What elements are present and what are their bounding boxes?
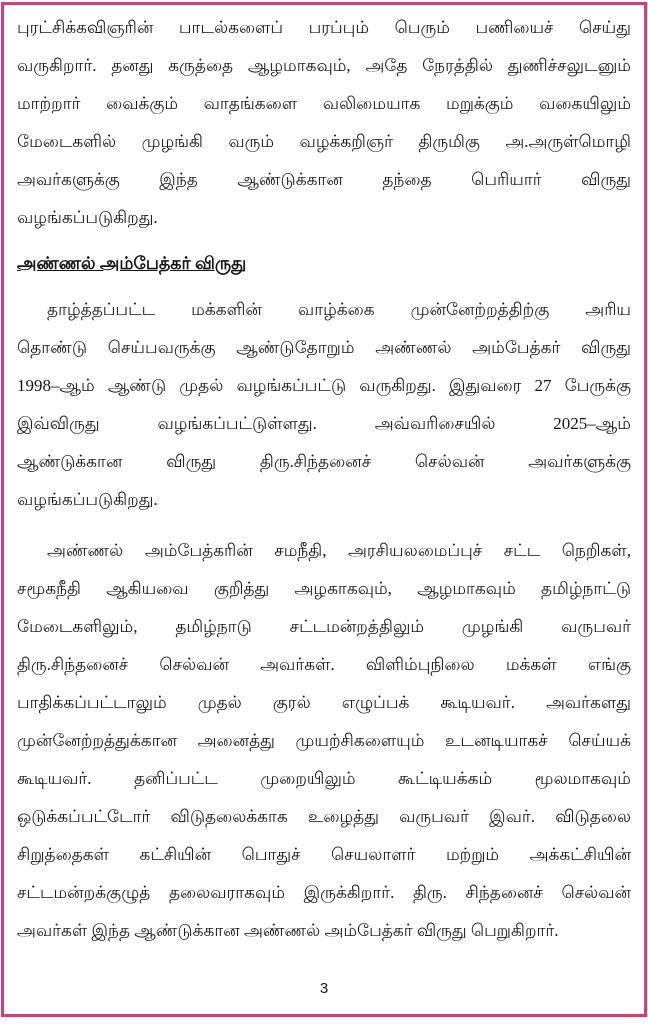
intro-paragraph (17, 9, 631, 237)
section-heading: அண்ணல் அம்பேத்கர் விருது (17, 253, 247, 273)
text-line: ஆண்டுக்கான விருது திரு.சிந்தனைச் செல்வன் அவர்களுக்கு (17, 452, 631, 471)
text-line: அவர்கள் இந்த ஆண்டுக்கான அண்ணல் அம்பேத்கர் விருது பெறுகிறார். (17, 921, 559, 940)
page-border (1, 2, 647, 1017)
text-line: வழங்கப்படுகிறது. (17, 490, 158, 509)
document-body (17, 9, 631, 974)
text-line: மேடைகளில் முழங்கி வரும் வழக்கறிஞர் திருமிகு அ.அருள்மொழி (17, 132, 631, 151)
text-line: தொண்டு செய்பவருக்கு ஆண்டுதோறும் அண்ணல் அம்பேத்கர் விருது (17, 338, 631, 357)
paragraph-spacer (17, 519, 631, 532)
award-history-paragraph (17, 291, 631, 519)
text-line: மாற்றார் வைக்கும் வாதங்களை வலிமையாக மறுக்கும் வகையிலும் (17, 94, 631, 113)
text-line: பாதிக்கப்பட்டாலும் முதல் குரல் எழுப்பக் கூடியவர். அவர்களது (17, 693, 631, 712)
text-line: அவர்களுக்கு இந்த ஆண்டுக்கான தந்தை பெரியார் விருது (17, 170, 631, 189)
page-number: 3 (319, 980, 329, 997)
text-line: சமூகநீதி ஆகியவை குறித்து அழகாகவும், ஆழமாகவும் தமிழ்நாட்டு (17, 579, 631, 598)
text-line: திரு.சிந்தனைச் செல்வன் அவர்கள். விளிம்புநிலை மக்கள் எங்கு (17, 655, 631, 674)
awardee-paragraph (17, 532, 631, 950)
text-line: ஒடுக்கப்பட்டோர் விடுதலைக்காக உழைத்து வருபவர் இவர். விடுதலை (17, 807, 631, 826)
text-line: தாழ்த்தப்பட்ட மக்களின் வாழ்க்கை முன்னேற்றத்திற்கு அரிய (47, 300, 631, 319)
text-line: புரட்சிக்கவிஞரின் பாடல்களைப் பரப்பும் பெரும் பணியைச் செய்து (17, 18, 631, 37)
text-line: சிறுத்தைகள் கட்சியின் பொதுச் செயலாளர் மற்றும் அக்கட்சியின் (17, 845, 631, 864)
text-line: இவ்விருது வழங்கப்பட்டுள்ளது. அவ்வரிசையில் 2025–ஆம் (17, 414, 631, 433)
text-line: வழங்கப்படுகிறது. (17, 208, 158, 227)
text-line: முன்னேற்றத்துக்கான அனைத்து முயற்சிகளையும் உடனடியாகச் செய்யக் (17, 731, 631, 750)
text-line: வருகிறார். தனது கருத்தை ஆழமாகவும், அதே நேரத்தில் துணிச்சலுடனும் (17, 56, 631, 75)
text-line: கூடியவர். தனிப்பட்ட முறையிலும் கூட்டியக்கம் மூலமாகவும் (17, 769, 631, 788)
text-line: அண்ணல் அம்பேத்கரின் சமநீதி, அரசியலமைப்புச் சட்ட நெறிகள், (47, 541, 631, 560)
text-line: மேடைகளிலும், தமிழ்நாடு சட்டமன்றத்திலும் முழங்கி வருபவர் (17, 617, 631, 636)
text-line: 1998–ஆம் ஆண்டு முதல் வழங்கப்பட்டு வருகிறது. இதுவரை 27 பேருக்கு (17, 376, 631, 395)
text-line: சட்டமன்றக்குழுத் தலைவராகவும் இருக்கிறார். திரு. சிந்தனைச் செல்வன் (17, 883, 631, 902)
